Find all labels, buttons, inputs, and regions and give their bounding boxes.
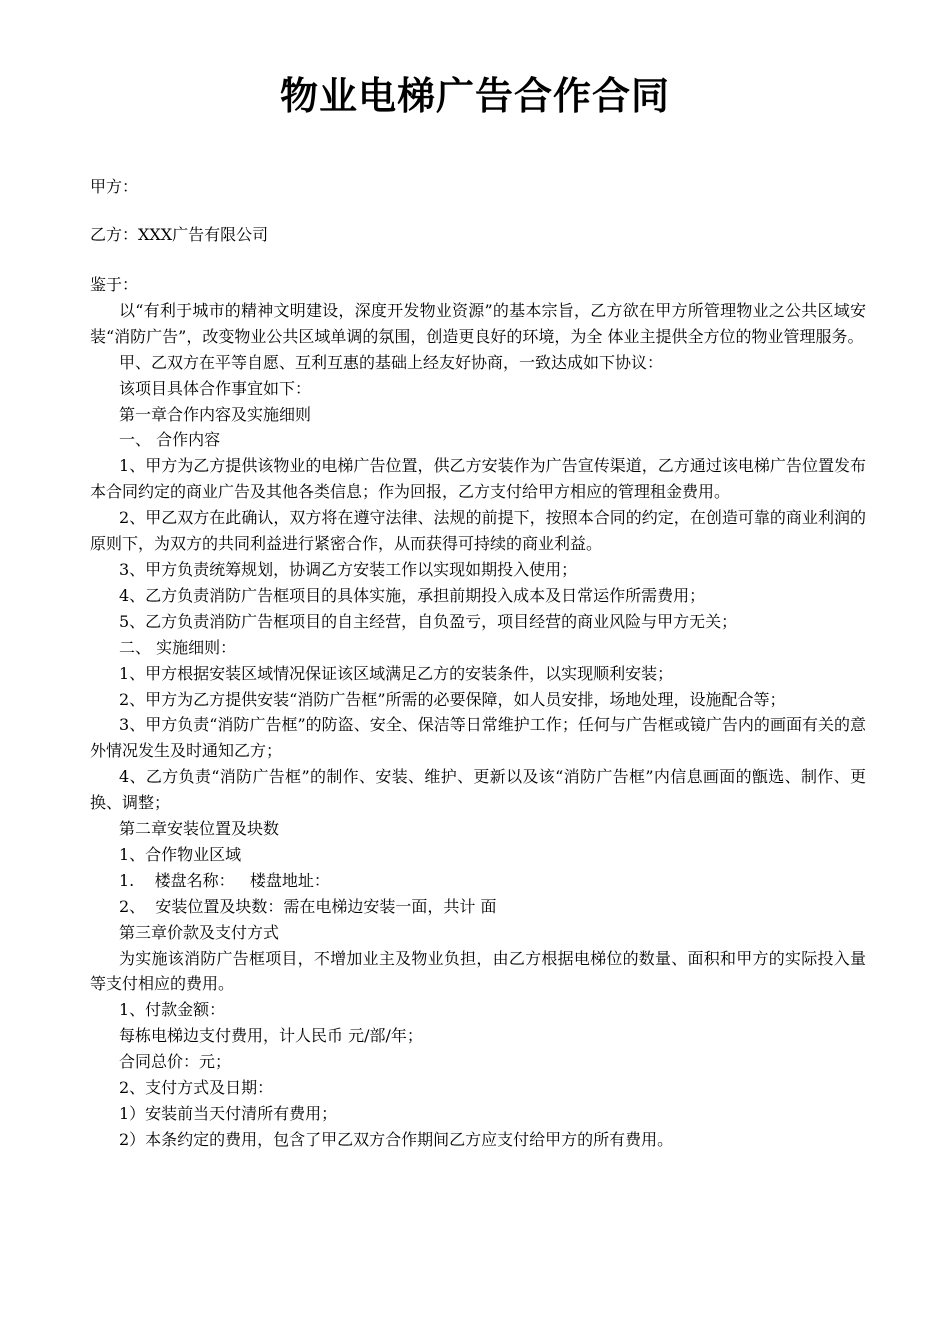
paragraph: 2、甲方为乙方提供安装“消防广告框”所需的必要保障，如人员安排，场地处理，设施配合等； xyxy=(119,689,786,709)
paragraph: 3、甲方负责“消防广告框”的防盗、安全、保洁等日常维护工作；任何与广告框或镜广告内的画面有关的意外情况发生及时通知乙方； xyxy=(90,715,866,761)
paragraph: 以“有利于城市的精神文明建设，深度开发物业资源”的基本宗旨，乙方欲在甲方所管理物业之公共区域安装“消防广告”，改变物业公共区域单调的氛围，创造更良好的环境，为全 体业主提供全方位的物业管理服务。 xyxy=(90,300,866,346)
paragraph: 2、甲乙双方在此确认，双方将在遵守法律、法规的前提下，按照本合同的约定，在创造可靠的商业利润的原则下，为双方的共同利益进行紧密合作，从而获得可持续的商业利益。 xyxy=(90,508,866,554)
party-b-line: 乙方：XXX广告有限公司 xyxy=(90,225,269,244)
install-location-line: 2、 安装位置及块数：需在电梯边安装一面，共计 面 xyxy=(119,896,497,916)
paragraph: 每栋电梯边支付费用，计人民币 元/部/年； xyxy=(119,1026,423,1046)
chapter-heading: 第二章安装位置及块数 xyxy=(119,819,280,839)
recitals-heading: 鉴于： xyxy=(90,275,139,294)
paragraph: 1、甲方根据安装区域情况保证该区域满足乙方的安装条件，以实现顺利安装； xyxy=(119,663,674,683)
paragraph: 4、乙方负责“消防广告框”的制作、安装、维护、更新以及该“消防广告框”内信息画面的甑选、制作、更换、调整； xyxy=(90,767,866,813)
paragraph: 1、甲方为乙方提供该物业的电梯广告位置，供乙方安装作为广告宣传渠道，乙方通过该电梯广告位置发布本合同约定的商业广告及其他各类信息；作为回报，乙方支付给甲方相应的管理租金费用。 xyxy=(90,456,866,502)
section-heading: 1、合作物业区域 xyxy=(119,844,242,864)
party-a-line: 甲方： xyxy=(90,177,139,196)
property-name-line: 1. 楼盘名称： 楼盘地址： xyxy=(119,870,330,890)
section-heading: 2、支付方式及日期： xyxy=(119,1078,274,1098)
contract-body xyxy=(90,272,866,1153)
paragraph: 1）安装前当天付清所有费用； xyxy=(119,1104,338,1123)
chapter-heading: 第一章合作内容及实施细则 xyxy=(119,404,312,424)
paragraph: 甲、乙双方在平等自愿、互利互惠的基础上经友好协商，一致达成如下协议： xyxy=(119,352,664,372)
paragraph: 合同总价：元； xyxy=(119,1052,232,1072)
chapter-heading: 第三章价款及支付方式 xyxy=(119,922,280,942)
paragraph: 3、甲方负责统筹规划，协调乙方安装工作以实现如期投入使用； xyxy=(119,559,578,579)
paragraph: 该项目具体合作事宜如下： xyxy=(119,378,312,398)
section-heading: 二、 实施细则： xyxy=(119,637,237,657)
section-heading: 一、 合作内容 xyxy=(119,430,221,450)
paragraph: 为实施该消防广告框项目，不增加业主及物业负担，由乙方根据电梯位的数量、面积和甲方的实际投入量等支付相应的费用。 xyxy=(90,948,866,994)
document-title: 物业电梯广告合作合同 xyxy=(279,74,670,118)
paragraph: 2）本条约定的费用，包含了甲乙双方合作期间乙方应支付给甲方的所有费用。 xyxy=(119,1129,674,1149)
section-heading: 1、付款金额： xyxy=(119,1000,226,1020)
paragraph: 4、乙方负责消防广告框项目的具体实施，承担前期投入成本及日常运作所需费用； xyxy=(119,585,706,605)
paragraph: 5、乙方负责消防广告框项目的自主经营，自负盈亏，项目经营的商业风险与甲方无关； xyxy=(119,611,738,631)
